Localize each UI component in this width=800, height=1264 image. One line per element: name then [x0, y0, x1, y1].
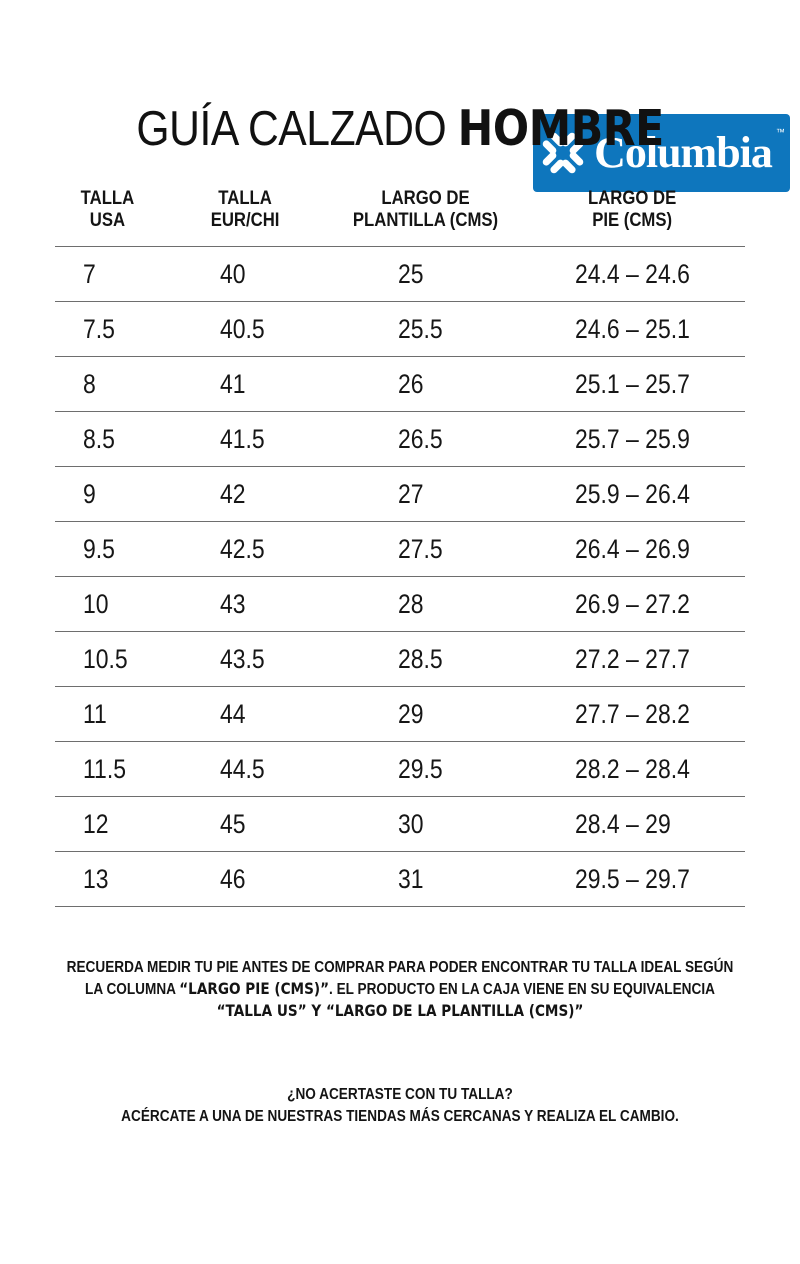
- cell-talla-usa: 13: [55, 852, 160, 907]
- cell-largo-plantilla-cms: 27.5: [330, 522, 520, 577]
- cell-largo-pie-cms: 27.7 – 28.2: [520, 687, 745, 742]
- header-talla-eur-chi: TALLA EUR/CHI: [160, 188, 330, 247]
- header-talla-usa: TALLA USA: [55, 188, 160, 247]
- cell-largo-plantilla-cms: 25.5: [330, 302, 520, 357]
- table-row: [55, 742, 745, 797]
- exchange-note: [60, 1084, 740, 1128]
- table-row: [55, 467, 745, 522]
- cell-largo-plantilla-cms: 31: [330, 852, 520, 907]
- cell-largo-plantilla-cms: 29: [330, 687, 520, 742]
- header-largo-pie: LARGO DE PIE (CMS): [520, 188, 745, 247]
- cell-largo-plantilla-cms: 29.5: [330, 742, 520, 797]
- cell-talla-eur-chi: 44.5: [160, 742, 330, 797]
- measure-note-line2-bold: “LARGO PIE (CMS)”: [179, 979, 330, 998]
- table-row: [55, 302, 745, 357]
- cell-talla-eur-chi: 46: [160, 852, 330, 907]
- cell-talla-eur-chi: 40: [160, 247, 330, 302]
- header-largo-plantilla: LARGO DE PLANTILLA (CMS): [330, 188, 520, 247]
- cell-largo-pie-cms: 24.4 – 24.6: [520, 247, 745, 302]
- cell-talla-usa: 9.5: [55, 522, 160, 577]
- cell-largo-plantilla-cms: 28: [330, 577, 520, 632]
- cell-largo-pie-cms: 25.9 – 26.4: [520, 467, 745, 522]
- cell-largo-pie-cms: 26.4 – 26.9: [520, 522, 745, 577]
- cell-talla-usa: 8.5: [55, 412, 160, 467]
- cell-largo-pie-cms: 28.2 – 28.4: [520, 742, 745, 797]
- table-header-row: [55, 188, 745, 247]
- cell-largo-pie-cms: 25.7 – 25.9: [520, 412, 745, 467]
- cell-largo-pie-cms: 29.5 – 29.7: [520, 852, 745, 907]
- cell-talla-usa: 7.5: [55, 302, 160, 357]
- title-regular-part: GUÍA CALZADO: [136, 102, 447, 156]
- cell-talla-eur-chi: 45: [160, 797, 330, 852]
- cell-talla-usa: 7: [55, 247, 160, 302]
- table-row: [55, 797, 745, 852]
- table-row: [55, 247, 745, 302]
- table-row: [55, 522, 745, 577]
- size-guide-page: [0, 100, 800, 1128]
- cell-largo-pie-cms: 24.6 – 25.1: [520, 302, 745, 357]
- size-table: [55, 188, 745, 907]
- cell-talla-eur-chi: 41: [160, 357, 330, 412]
- cell-largo-plantilla-cms: 28.5: [330, 632, 520, 687]
- size-table-body: [55, 247, 745, 907]
- cell-largo-pie-cms: 25.1 – 25.7: [520, 357, 745, 412]
- exchange-note-line2: ACÉRCATE A UNA DE NUESTRAS TIENDAS MÁS CERCANAS Y REALIZA EL CAMBIO.: [121, 1108, 679, 1125]
- cell-talla-usa: 12: [55, 797, 160, 852]
- measure-note-line3-bold: “TALLA US” Y “LARGO DE LA PLANTILLA (CMS)”: [216, 1001, 584, 1020]
- cell-largo-plantilla-cms: 26: [330, 357, 520, 412]
- table-row: [55, 852, 745, 907]
- cell-largo-plantilla-cms: 26.5: [330, 412, 520, 467]
- cell-talla-eur-chi: 44: [160, 687, 330, 742]
- cell-talla-usa: 11: [55, 687, 160, 742]
- table-row: [55, 632, 745, 687]
- cell-largo-plantilla-cms: 25: [330, 247, 520, 302]
- cell-largo-pie-cms: 28.4 – 29: [520, 797, 745, 852]
- cell-talla-usa: 8: [55, 357, 160, 412]
- columbia-wordmark: Columbia: [594, 128, 772, 177]
- trademark-symbol: ™: [775, 127, 785, 137]
- title-bold-part: HOMBRE: [457, 100, 664, 157]
- cell-talla-eur-chi: 43: [160, 577, 330, 632]
- cell-talla-usa: 11.5: [55, 742, 160, 797]
- measure-note-line2-post: . EL PRODUCTO EN LA CAJA VIENE EN SU EQUIVALENCIA: [329, 981, 715, 998]
- table-row: [55, 412, 745, 467]
- cell-largo-plantilla-cms: 27: [330, 467, 520, 522]
- table-row: [55, 687, 745, 742]
- cell-talla-eur-chi: 42: [160, 467, 330, 522]
- table-row: [55, 577, 745, 632]
- cell-talla-eur-chi: 43.5: [160, 632, 330, 687]
- exchange-note-line1: ¿NO ACERTASTE CON TU TALLA?: [287, 1086, 513, 1103]
- cell-talla-eur-chi: 40.5: [160, 302, 330, 357]
- cell-talla-usa: 10.5: [55, 632, 160, 687]
- measure-note-line2-pre: LA COLUMNA: [85, 981, 180, 998]
- cell-talla-eur-chi: 42.5: [160, 522, 330, 577]
- cell-talla-usa: 9: [55, 467, 160, 522]
- table-row: [55, 357, 745, 412]
- cell-largo-pie-cms: 27.2 – 27.7: [520, 632, 745, 687]
- cell-talla-usa: 10: [55, 577, 160, 632]
- measure-note: [60, 957, 740, 1022]
- cell-talla-eur-chi: 41.5: [160, 412, 330, 467]
- measure-note-line1: RECUERDA MEDIR TU PIE ANTES DE COMPRAR PARA PODER ENCONTRAR TU TALLA IDEAL SEGÚN: [66, 959, 734, 976]
- cell-largo-plantilla-cms: 30: [330, 797, 520, 852]
- cell-largo-pie-cms: 26.9 – 27.2: [520, 577, 745, 632]
